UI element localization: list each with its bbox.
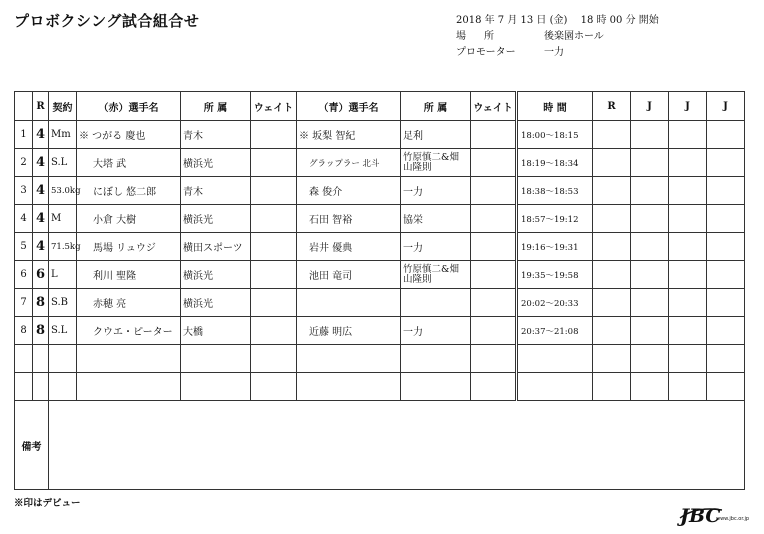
- judge-cell: [669, 317, 707, 345]
- judge-r-cell: [593, 149, 631, 177]
- blue-gym: 協栄: [401, 205, 471, 233]
- empty-cell: [401, 345, 471, 373]
- judge-cell: [707, 233, 745, 261]
- header-contract: 契約: [49, 92, 77, 121]
- table-row: [15, 261, 745, 289]
- judge-cell: [631, 289, 669, 317]
- judge-cell: [631, 261, 669, 289]
- red-name: 大塔 武: [77, 149, 181, 177]
- bout-no: 3: [15, 177, 33, 205]
- header-judge-r: R: [593, 92, 631, 121]
- judge-cell: [707, 205, 745, 233]
- red-name: クウエ・ピーター: [77, 317, 181, 345]
- red-gym: 大橋: [181, 317, 251, 345]
- bout-rounds: 4: [33, 121, 49, 149]
- bout-table: [14, 91, 745, 490]
- blue-name: 石田 智裕: [297, 205, 401, 233]
- bout-rounds: 8: [33, 317, 49, 345]
- judge-cell: [707, 317, 745, 345]
- header-blue-weight: ウェイト: [471, 92, 517, 121]
- empty-cell: [33, 373, 49, 401]
- red-weight: [251, 317, 297, 345]
- empty-cell: [15, 373, 33, 401]
- header-time: 時 間: [517, 92, 593, 121]
- bout-contract: 71.5kg: [49, 233, 77, 261]
- blue-weight: [471, 121, 517, 149]
- table-row: [15, 149, 745, 177]
- empty-cell: [77, 345, 181, 373]
- judge-cell: [631, 177, 669, 205]
- red-name: 利川 聖隆: [77, 261, 181, 289]
- judge-cell: [669, 121, 707, 149]
- empty-cell: [631, 345, 669, 373]
- header-rounds: R: [33, 92, 49, 121]
- logo-subtext: www.jbc.or.jp: [716, 516, 750, 522]
- empty-cell: [251, 373, 297, 401]
- red-weight: [251, 261, 297, 289]
- table-row: [15, 233, 745, 261]
- empty-cell: [181, 373, 251, 401]
- empty-cell: [297, 345, 401, 373]
- red-weight: [251, 149, 297, 177]
- bout-time: 18:38〜18:53: [517, 177, 593, 205]
- header-red-weight: ウェイト: [251, 92, 297, 121]
- table-row: [15, 289, 745, 317]
- judge-cell: [631, 149, 669, 177]
- page-title: プロボクシング試合組合せ: [14, 12, 200, 30]
- bout-no: 2: [15, 149, 33, 177]
- blue-gym: [401, 289, 471, 317]
- blue-name: 池田 竜司: [297, 261, 401, 289]
- bout-no: 1: [15, 121, 33, 149]
- jbc-logo-icon: [676, 498, 756, 528]
- header-red-gym: 所 属: [181, 92, 251, 121]
- empty-cell: [707, 373, 745, 401]
- red-gym: 青木: [181, 177, 251, 205]
- bout-contract: S.B: [49, 289, 77, 317]
- empty-cell: [181, 345, 251, 373]
- blue-gym: 竹原慎二&畑山隆則: [401, 149, 471, 177]
- judge-cell: [707, 121, 745, 149]
- judge-cell: [707, 149, 745, 177]
- red-weight: [251, 233, 297, 261]
- blue-gym: 一力: [401, 177, 471, 205]
- table-header-row: [15, 92, 745, 121]
- blue-gym: 一力: [401, 233, 471, 261]
- empty-cell: [471, 345, 517, 373]
- bout-no: 4: [15, 205, 33, 233]
- notes-row: [15, 401, 745, 490]
- judge-r-cell: [593, 233, 631, 261]
- blue-name: ※ 坂梨 智紀: [297, 121, 401, 149]
- empty-cell: [517, 373, 593, 401]
- bout-contract: L: [49, 261, 77, 289]
- table-row: [15, 121, 745, 149]
- bout-no: 5: [15, 233, 33, 261]
- judge-cell: [631, 205, 669, 233]
- judge-cell: [669, 289, 707, 317]
- empty-cell: [15, 345, 33, 373]
- judge-cell: [669, 233, 707, 261]
- bout-no: 8: [15, 317, 33, 345]
- judge-r-cell: [593, 121, 631, 149]
- empty-cell: [669, 373, 707, 401]
- red-weight: [251, 205, 297, 233]
- empty-cell: [669, 345, 707, 373]
- blue-weight: [471, 261, 517, 289]
- promoter-value: 一力: [544, 47, 564, 58]
- blue-name: 岩井 優典: [297, 233, 401, 261]
- empty-cell: [471, 373, 517, 401]
- judge-r-cell: [593, 289, 631, 317]
- red-name: 小倉 大樹: [77, 205, 181, 233]
- judge-cell: [669, 261, 707, 289]
- notes-label: 備考: [15, 401, 49, 490]
- bout-time: 19:16〜19:31: [517, 233, 593, 261]
- judge-cell: [707, 289, 745, 317]
- empty-cell: [297, 373, 401, 401]
- bout-rounds: 4: [33, 233, 49, 261]
- bout-time: 20:37〜21:08: [517, 317, 593, 345]
- table-row: [15, 317, 745, 345]
- blue-weight: [471, 149, 517, 177]
- judge-cell: [669, 177, 707, 205]
- header-blue-gym: 所 属: [401, 92, 471, 121]
- empty-cell: [517, 345, 593, 373]
- empty-cell: [49, 345, 77, 373]
- red-name: ※ つがる 慶也: [77, 121, 181, 149]
- blue-name: [297, 289, 401, 317]
- blue-weight: [471, 317, 517, 345]
- red-name: 赤穂 亮: [77, 289, 181, 317]
- blue-gym: 竹原慎二&畑山隆則: [401, 261, 471, 289]
- judge-r-cell: [593, 177, 631, 205]
- header-no: [15, 92, 33, 121]
- judge-cell: [631, 233, 669, 261]
- empty-cell: [49, 373, 77, 401]
- footnote: ※印はデビュー: [14, 498, 81, 509]
- blue-name: 森 俊介: [297, 177, 401, 205]
- red-gym: 横浜光: [181, 289, 251, 317]
- bout-contract: M: [49, 205, 77, 233]
- bout-rounds: 4: [33, 205, 49, 233]
- empty-cell: [251, 345, 297, 373]
- blue-weight: [471, 177, 517, 205]
- blue-gym: 一力: [401, 317, 471, 345]
- table-row-empty: [15, 373, 745, 401]
- judge-cell: [631, 317, 669, 345]
- header-judge-1: J: [631, 92, 669, 121]
- blue-name: グラップラー 北斗: [297, 149, 401, 177]
- blue-name: 近藤 明広: [297, 317, 401, 345]
- header-red-name: （赤）選手名: [77, 92, 181, 121]
- bout-no: 7: [15, 289, 33, 317]
- red-gym: 横浜光: [181, 205, 251, 233]
- judge-r-cell: [593, 261, 631, 289]
- red-weight: [251, 121, 297, 149]
- red-weight: [251, 289, 297, 317]
- promoter-label: プロモーター: [456, 47, 516, 58]
- bout-time: 18:19〜18:34: [517, 149, 593, 177]
- judge-cell: [631, 121, 669, 149]
- judge-cell: [707, 261, 745, 289]
- bout-rounds: 4: [33, 177, 49, 205]
- judge-r-cell: [593, 317, 631, 345]
- bout-rounds: 4: [33, 149, 49, 177]
- blue-weight: [471, 205, 517, 233]
- header-judge-2: J: [669, 92, 707, 121]
- table-row-empty: [15, 345, 745, 373]
- red-name: 馬場 リュウジ: [77, 233, 181, 261]
- blue-gym: 足利: [401, 121, 471, 149]
- event-date: 2018 年 7 月 13 日 (金) 18 時 00 分 開始: [456, 15, 659, 26]
- bout-time: 20:02〜20:33: [517, 289, 593, 317]
- red-weight: [251, 177, 297, 205]
- bout-time: 18:57〜19:12: [517, 205, 593, 233]
- table-row: [15, 177, 745, 205]
- empty-cell: [707, 345, 745, 373]
- judge-r-cell: [593, 205, 631, 233]
- logo-text: JBC: [680, 505, 721, 527]
- blue-weight: [471, 289, 517, 317]
- judge-cell: [707, 177, 745, 205]
- empty-cell: [593, 373, 631, 401]
- bout-contract: 53.0kg: [49, 177, 77, 205]
- empty-cell: [631, 373, 669, 401]
- bout-rounds: 8: [33, 289, 49, 317]
- red-gym: 青木: [181, 121, 251, 149]
- empty-cell: [33, 345, 49, 373]
- bout-contract: S.L: [49, 317, 77, 345]
- blue-weight: [471, 233, 517, 261]
- red-name: にぼし 悠二郎: [77, 177, 181, 205]
- bout-contract: Mm: [49, 121, 77, 149]
- empty-cell: [77, 373, 181, 401]
- venue-label: 場所: [456, 31, 512, 42]
- red-gym: 横浜光: [181, 261, 251, 289]
- red-gym: 横浜光: [181, 149, 251, 177]
- empty-cell: [401, 373, 471, 401]
- notes-content: [49, 401, 745, 490]
- bout-time: 18:00〜18:15: [517, 121, 593, 149]
- table-row: [15, 205, 745, 233]
- bout-contract: S.L: [49, 149, 77, 177]
- judge-cell: [669, 205, 707, 233]
- judge-cell: [669, 149, 707, 177]
- bout-time: 19:35〜19:58: [517, 261, 593, 289]
- bout-rounds: 6: [33, 261, 49, 289]
- event-info: [456, 13, 659, 61]
- header-judge-3: J: [707, 92, 745, 121]
- red-gym: 横田スポーツ: [181, 233, 251, 261]
- header-blue-name: （青）選手名: [297, 92, 401, 121]
- venue-value: 後楽園ホール: [544, 31, 604, 42]
- bout-no: 6: [15, 261, 33, 289]
- empty-cell: [593, 345, 631, 373]
